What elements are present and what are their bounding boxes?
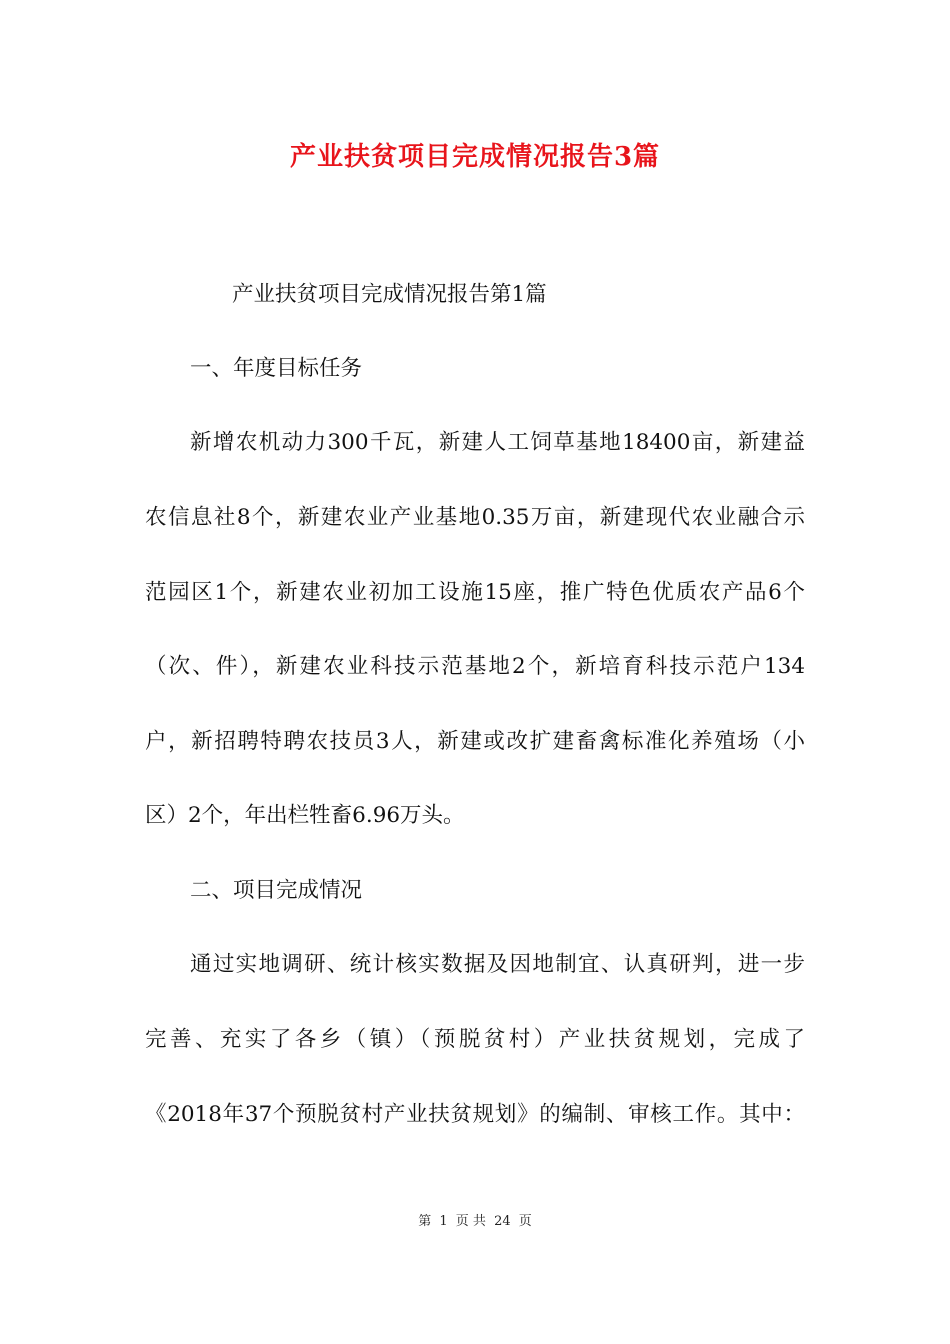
section2-line: 完善、充实了各乡（镇）（预脱贫村）产业扶贫规划，完成了 xyxy=(145,1027,805,1052)
section2-heading: 二、项目完成情况 xyxy=(190,878,363,903)
page-footer xyxy=(0,1210,950,1229)
footer-middle: 页 共 xyxy=(455,1214,486,1229)
footer-prefix: 第 xyxy=(418,1214,432,1229)
section1-heading: 一、年度目标任务 xyxy=(190,356,363,381)
section1-line: 区）2个，年出栏牲畜6.96万头。 xyxy=(145,803,465,828)
section2-line: 《2018年37个预脱贫村产业扶贫规划》的编制、审核工作。其中： xyxy=(145,1102,805,1127)
section2-line: 通过实地调研、统计核实数据及因地制宜、认真研判，进一步 xyxy=(190,952,805,977)
section1-line: 范园区1个，新建农业初加工设施15座，推广特色优质农产品6个 xyxy=(145,580,805,605)
document-title: 产业扶贫项目完成情况报告3篇 xyxy=(289,142,661,172)
subtitle: 产业扶贫项目完成情况报告第1篇 xyxy=(232,282,547,307)
section1-line: 新增农机动力300千瓦，新建人工饲草基地18400亩，新建益 xyxy=(190,430,805,455)
section1-line: （次、件），新建农业科技示范基地2个，新培育科技示范户134 xyxy=(145,654,805,679)
section1-line: 户，新招聘特聘农技员3人，新建或改扩建畜禽标准化养殖场（小 xyxy=(145,729,805,754)
section1-line: 农信息社8个，新建农业产业基地0.35万亩，新建现代农业融合示 xyxy=(145,505,805,530)
footer-total-pages: 24 xyxy=(494,1214,511,1229)
footer-suffix: 页 xyxy=(518,1214,532,1229)
footer-page-number: 1 xyxy=(439,1214,448,1229)
